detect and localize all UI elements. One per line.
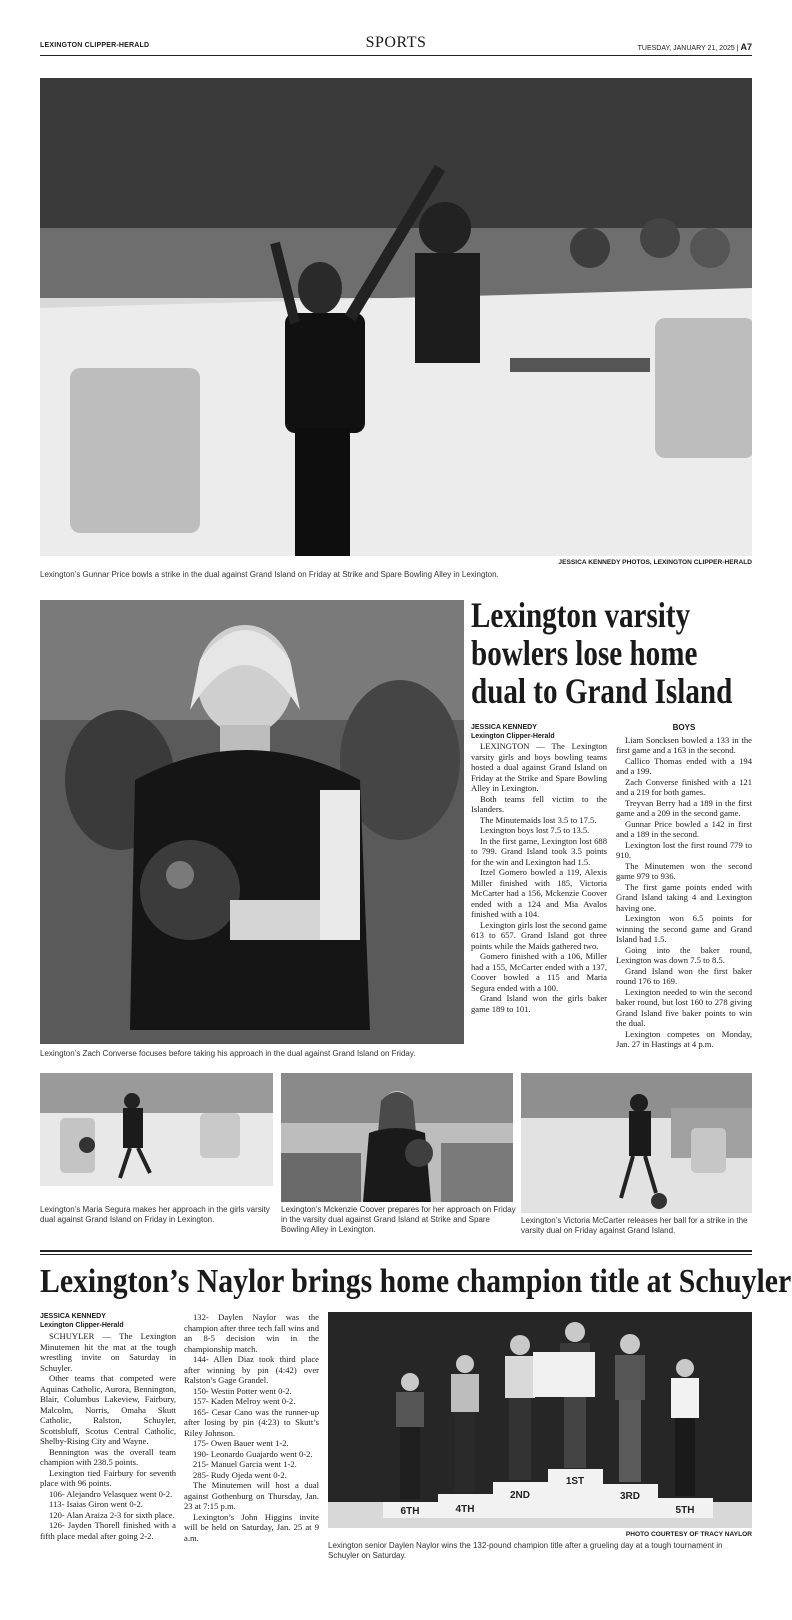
small-caption-mccarter: Lexington’s Victoria McCarter releases her ball for a strike in the varsity dual on Friday against Grand Island. — [521, 1216, 748, 1235]
story2-para: Other teams that competed were Aquinas Catholic, Aurora, Bennington, Blair, Columbus Lakeview, Fairbury, Malcolm, Norris, Omaha Skutt Catholic, Ralston, Schuyler, Scottsbluff, Scotus Central Catholic, Shelby-Rising City and Wayne. — [40, 1373, 176, 1446]
story1-para: Lexington girls lost the second game 613 to 657. Grand Island got three points while the Maids gathered two. — [471, 919, 607, 951]
story2-para: Bennington was the overall team champion with 238.5 points. — [40, 1446, 176, 1467]
story1-para: Lexington needed to win the second baker round, but lost 160 to 278 giving Grand Island five baker points to win the dual. — [616, 986, 752, 1028]
story1-para: Lexington boys lost 7.5 to 13.5. — [480, 825, 590, 835]
small-caption-coover: Lexington’s Mckenzie Coover prepares for her approach on Friday in the varsity dual against Grand Island at Strike and Spare Bowling Alley in Lexington. — [281, 1205, 516, 1234]
story2-byline-org: Lexington Clipper-Herald — [40, 1322, 124, 1329]
story1-para: Lexington competes on Monday, Jan. 27 in Hastings at 4 p.m. — [616, 1028, 752, 1049]
story1-para: Zach Converse finished with a 121 and a 219 for both games. — [616, 776, 752, 797]
story1-col1 — [471, 741, 607, 1014]
issue-date: TUESDAY, JANUARY 21, 2025 — [637, 45, 735, 52]
story2-byline — [40, 1312, 124, 1330]
page-number: A7 — [740, 42, 752, 52]
podium-photo-naylor — [328, 1312, 752, 1528]
paper-name: LEXINGTON CLIPPER-HERALD — [40, 42, 150, 49]
top-photo-credit: JESSICA KENNEDY PHOTOS, LEXINGTON CLIPPER-HERALD — [558, 559, 752, 566]
podium-2nd: 2ND — [509, 1490, 531, 1501]
story2-para: 144- Allen Diaz took third place after winning by pin (4:42) over Ralston’s Gage Grandel. — [184, 1354, 319, 1385]
podium-3rd: 3RD — [619, 1491, 641, 1502]
story1-headline: Lexington varsity bowlers lose home dual to Grand Island — [471, 595, 733, 711]
story2-para: 150- Westin Potter went 0-2. — [193, 1385, 292, 1396]
story1-para: Itzel Gomero bowled a 119, Alexis Miller finished with 185, Victoria McCarter had a 156, Mckenzie Coover ended with a 124 and Mia Avalos finished with a 104. — [471, 867, 607, 919]
podium-photo-caption: Lexington senior Daylen Naylor wins the 132-pound champion title after a grueling day at a tough tournament in Schuyler on Saturday. — [328, 1541, 723, 1560]
story2-para: Lexington tied Fairbury for seventh place with 96 points. — [40, 1467, 176, 1488]
story1-para: The Minutemen won the second game 979 to 936. — [616, 860, 752, 881]
story2-col2 — [184, 1312, 319, 1543]
top-photo-bowler — [40, 78, 752, 556]
podium-4th: 4TH — [455, 1504, 475, 1515]
story1-para: Lexington won 6.5 points for winning the second game and Grand Island had 1.5. — [616, 913, 752, 944]
story1-para: Gunnar Price bowled a 142 in first and a 189 in the second. — [616, 818, 752, 839]
podium-photo-credit: PHOTO COURTESY OF TRACY NAYLOR — [625, 1531, 752, 1538]
section-rule — [40, 1250, 752, 1252]
story1-para: Treyvan Berry had a 189 in the first game and a 209 in the second game. — [616, 797, 752, 818]
boys-subhead: BOYS — [672, 723, 696, 732]
story2-para: 157- Kaden Melroy went 0-2. — [193, 1396, 296, 1406]
story2-para: 132- Daylen Naylor was the champion after three tech fall wins and an 8-5 decision win in the championship match. — [184, 1312, 319, 1354]
story2-para: 285- Rudy Ojeda went 0-2. — [193, 1469, 287, 1480]
story2-byline-name: JESSICA KENNEDY — [40, 1313, 106, 1320]
mid-photo-caption: Lexington’s Zach Converse focuses before taking his approach in the dual against Grand Island on Friday. — [40, 1049, 416, 1058]
story1-para: Grand Island won the girls baker game 189 to 101. — [471, 993, 607, 1014]
podium-1st: 1ST — [565, 1476, 585, 1487]
story1-para: Gomero finished with a 106, Miller had a 155, McCarter ended with a 137, Coover bowled a 115 and Maria Segura ended with a 100. — [471, 951, 607, 993]
story1-byline — [471, 723, 555, 741]
date-page — [638, 42, 752, 52]
header-rule — [40, 55, 752, 56]
small-photo-mccarter — [521, 1073, 752, 1213]
story1-col2 — [616, 723, 752, 1050]
section-title: SPORTS — [365, 34, 427, 51]
top-photo-caption: Lexington’s Gunnar Price bowls a strike in the dual against Grand Island on Friday at Strike and Spare Bowling Alley in Lexington. — [40, 570, 499, 579]
story1-para: Liam Soncksen bowled a 133 in the first game and a 163 in the second. — [616, 734, 752, 755]
story1-byline-org: Lexington Clipper-Herald — [471, 733, 555, 740]
separator: | — [736, 45, 741, 52]
section-rule-thin — [40, 1254, 752, 1255]
story1-para: The first game points ended with Grand Island taking 4 and Lexington having one. — [616, 881, 752, 913]
story2-para: SCHUYLER — The Lexington Minutemen hit the mat at the tough wrestling invite on Saturday in Schuyler. — [40, 1331, 176, 1373]
story2-para: 190- Leonardo Guajardo went 0-2. — [193, 1448, 313, 1459]
story1-para: The Minutemaids lost 3.5 to 17.5. — [480, 814, 597, 825]
story2-para: 120- Alan Araiza 2-3 for sixth place. — [49, 1509, 175, 1520]
podium-5th: 5TH — [675, 1505, 695, 1516]
story2-para: The Minutemen will host a dual against Gothenburg on Thursday, Jan. 23 at 7:15 p.m. — [184, 1480, 319, 1511]
story1-para: Going into the baker round, Lexington was down 7.5 to 8.5. — [616, 944, 752, 965]
story2-para: 175- Owen Bauer went 1-2. — [193, 1438, 289, 1448]
story2-para: 106- Alejandro Velasquez went 0-2. — [49, 1488, 173, 1499]
story1-para: Callico Thomas ended with a 194 and a 199. — [616, 755, 752, 776]
small-caption-segura: Lexington’s Maria Segura makes her approach in the girls varsity dual against Grand Island on Friday in Lexington. — [40, 1205, 270, 1224]
story2-para: 126- Jayden Thorell finished with a fifth place medal after going 2-2. — [40, 1520, 176, 1541]
story1-byline-name: JESSICA KENNEDY — [471, 724, 537, 731]
small-photo-coover — [281, 1073, 513, 1202]
story1-para: Lexington lost the first round 779 to 910. — [616, 839, 752, 860]
story2-col1 — [40, 1331, 176, 1541]
podium-6th: 6TH — [400, 1506, 420, 1517]
story2-headline: Lexington’s Naylor brings home champion title at Schuyler — [40, 1263, 792, 1300]
mid-photo-converse — [40, 600, 464, 1044]
story2-para: 113- Isaias Giron went 0-2. — [49, 1499, 143, 1509]
story1-para: LEXINGTON — The Lexington varsity girls and boys bowling teams hosted a dual against Grand Island on Friday at the Strike and Spare Bowling Alley in Lexington. — [471, 741, 607, 793]
small-photo-segura — [40, 1073, 273, 1186]
story1-para: Grand Island won the first baker round 176 to 169. — [616, 965, 752, 986]
story1-para: Both teams fell victim to the Islanders. — [471, 793, 607, 814]
story2-para: 215- Manuel Garcia went 1-2. — [193, 1459, 297, 1469]
story2-para: Lexington’s John Higgins invite will be held on Saturday, Jan. 25 at 9 a.m. — [184, 1511, 319, 1543]
story2-para: 165- Cesar Cano was the runner-up after losing by pin (4:23) to Skutt’s Riley Johnson. — [184, 1406, 319, 1438]
story1-para: In the first game, Lexington lost 688 to 799. Grand Island took 3.5 points for the win and Lexington had 1.5. — [471, 835, 607, 867]
